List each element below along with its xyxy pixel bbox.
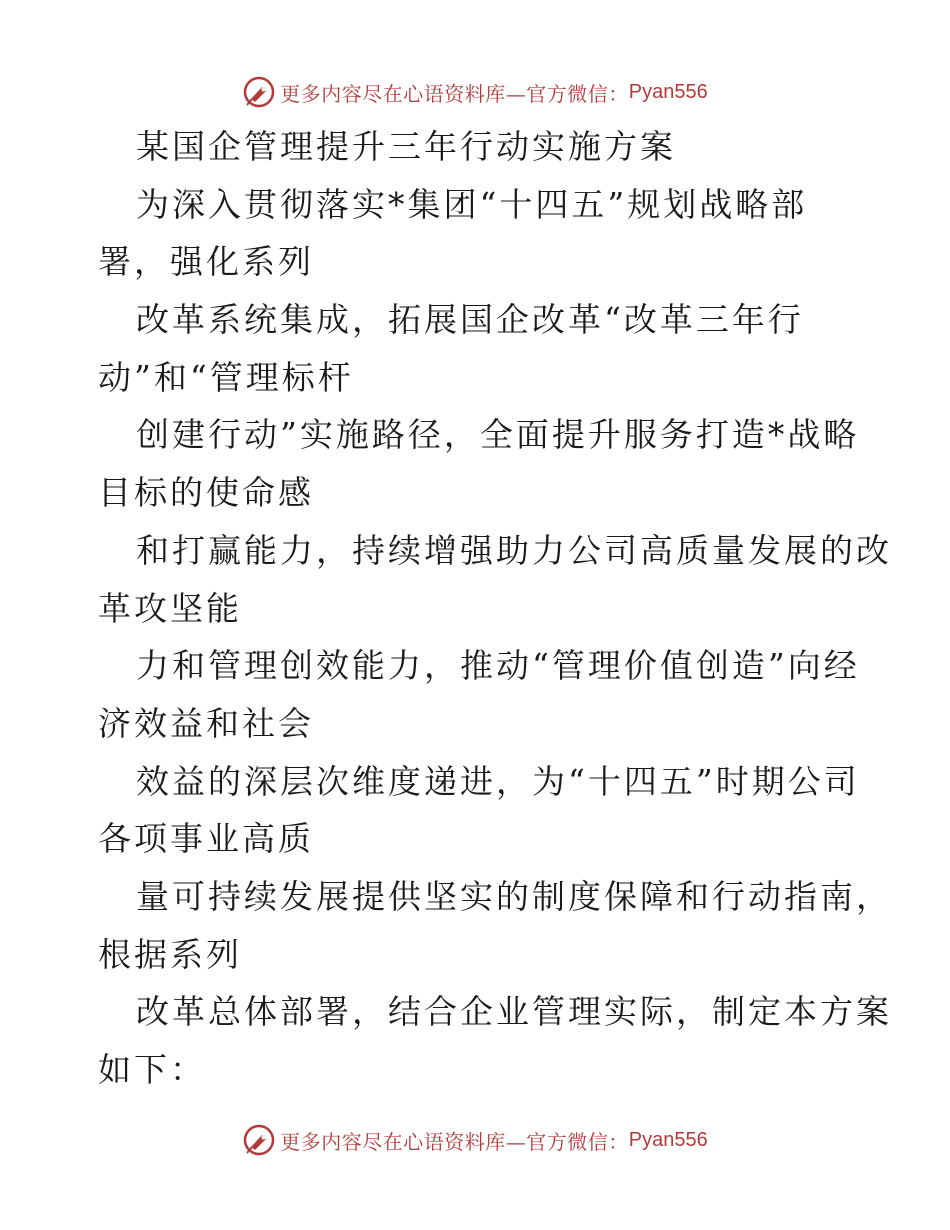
paragraph-line: 量可持续发展提供坚实的制度保障和行动指南， bbox=[136, 876, 892, 916]
paragraph-line: 济效益和社会 bbox=[98, 703, 314, 743]
paragraph-line: 效益的深层次维度递进，为“十四五”时期公司 bbox=[136, 761, 860, 801]
document-title: 某国企管理提升三年行动实施方案 bbox=[136, 127, 676, 166]
paragraph-line: 署，强化系列 bbox=[98, 242, 314, 282]
header-watermark bbox=[0, 70, 950, 114]
paragraph-line: 改革总体部署，结合企业管理实际，制定本方案 bbox=[136, 992, 892, 1032]
paragraph-line: 为深入贯彻落实*集团“十四五”规划战略部 bbox=[136, 184, 808, 224]
watermark-text: 更多内容尽在心语资料库—官方微信： bbox=[280, 81, 629, 106]
paragraph-line: 各项事业高质 bbox=[98, 819, 314, 859]
watermark-text: 更多内容尽在心语资料库—官方微信： bbox=[280, 1129, 629, 1154]
watermark-wechat-id: Pyan556 bbox=[628, 1128, 708, 1151]
paragraph-line: 创建行动”实施路径，全面提升服务打造*战略 bbox=[136, 415, 860, 455]
paragraph-line: 和打赢能力，持续增强助力公司高质量发展的改 bbox=[136, 530, 892, 570]
pen-nib-logo-icon bbox=[242, 1123, 276, 1157]
document-body bbox=[98, 118, 892, 1099]
watermark-wechat-id: Pyan556 bbox=[628, 80, 708, 103]
paragraph-line: 革攻坚能 bbox=[98, 588, 242, 628]
paragraph-line: 力和管理创效能力，推动“管理价值创造”向经 bbox=[136, 646, 860, 686]
paragraph-line: 如下： bbox=[98, 1050, 206, 1089]
pen-nib-logo-icon bbox=[242, 75, 276, 109]
paragraph-line: 根据系列 bbox=[98, 934, 242, 974]
paragraph-line: 改革系统集成，拓展国企改革“改革三年行 bbox=[136, 300, 804, 340]
footer-watermark bbox=[0, 1118, 950, 1162]
paragraph-line: 动”和“管理标杆 bbox=[98, 357, 354, 397]
paragraph-line: 目标的使命感 bbox=[98, 473, 314, 513]
